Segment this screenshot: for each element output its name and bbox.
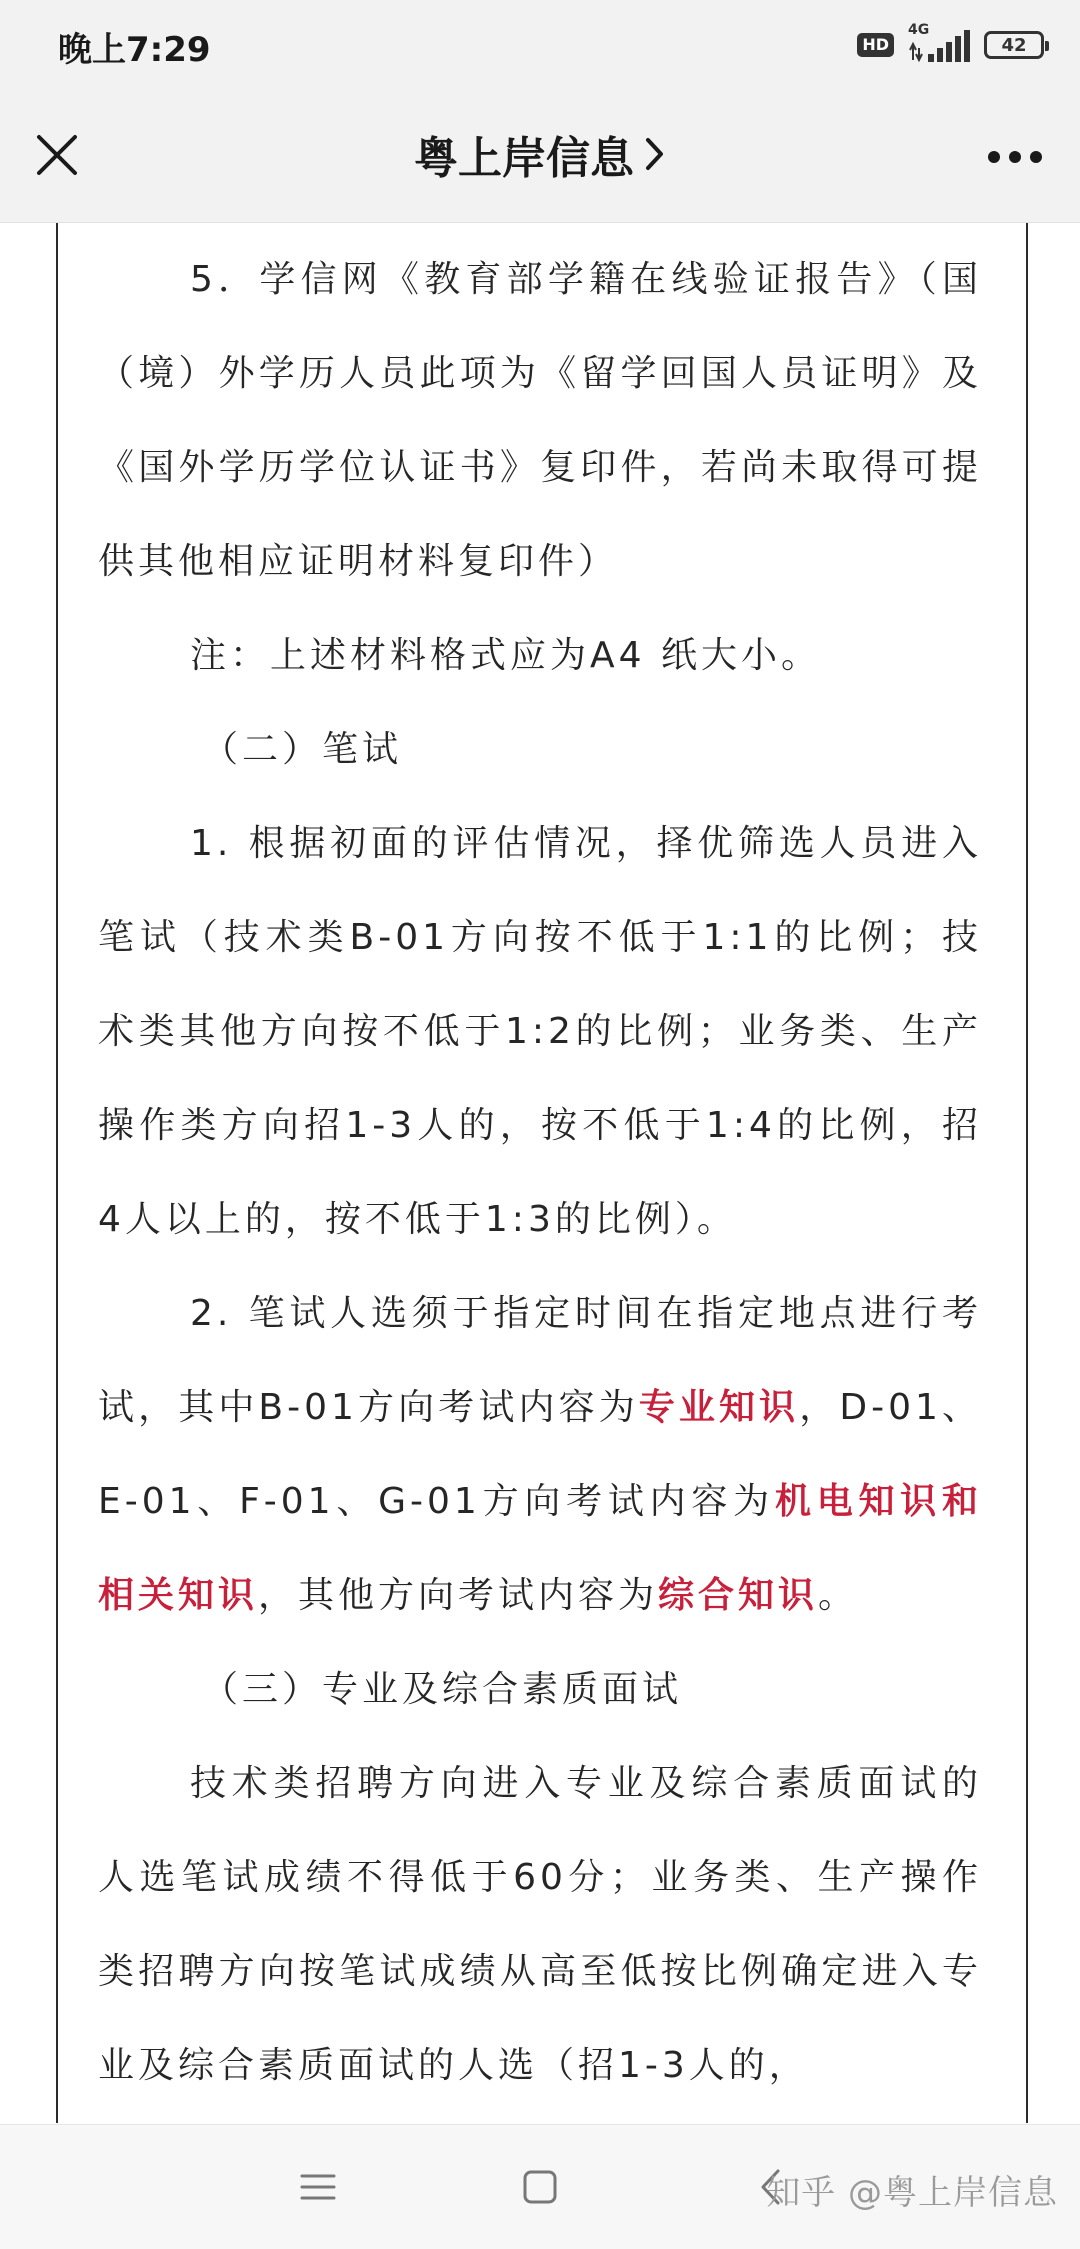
page-title: 粤上岸信息	[414, 133, 634, 184]
exam-2-text-c: ，其他方向考试内容为	[258, 1575, 659, 1616]
system-nav-bar	[0, 2124, 1080, 2249]
menu-button[interactable]	[288, 2157, 348, 2217]
battery-level: 42	[1001, 34, 1027, 56]
more-icon	[987, 150, 1043, 164]
account-title-link[interactable]	[414, 122, 666, 186]
right-border-line	[1026, 223, 1028, 2123]
article-body	[98, 233, 982, 2113]
status-icons	[857, 22, 1044, 64]
exam-2-text-d: 。	[818, 1575, 859, 1616]
left-border-line	[56, 223, 58, 2123]
home-button[interactable]	[510, 2157, 570, 2217]
battery-icon	[984, 31, 1044, 59]
chevron-right-icon	[644, 136, 666, 172]
article-content[interactable]	[0, 223, 1080, 2123]
exam-2-text-a: 2. 笔试人选须于指定时间在指定地点进行考试，其中B-01方向考试内容为	[98, 1293, 982, 1428]
menu-icon	[300, 2172, 336, 2202]
paragraph-exam-2	[98, 1267, 982, 1643]
exam-2-text-b: ，D-01、E-01、F-01、G-01方向考试内容为	[98, 1387, 982, 1522]
paragraph-note: 注：上述材料格式应为A4 纸大小。	[190, 635, 821, 676]
status-time: 晚上7:29	[58, 30, 211, 70]
paragraph-interview: 技术类招聘方向进入专业及综合素质面试的人选笔试成绩不得低于60分；业务类、生产操作类招聘方向按笔试成绩从高至低按比例确定进入专业及综合素质面试的人选（招1-3人的，	[98, 1763, 982, 2086]
heading-interview: （三）专业及综合素质面试	[202, 1669, 683, 1710]
home-icon	[522, 2169, 558, 2205]
highlight-professional-knowledge: 专业知识	[638, 1387, 800, 1428]
network-type: 4G	[908, 22, 930, 38]
title-bar	[0, 92, 1080, 223]
highlight-mechatronics-knowledge: 机电知识和相关知识	[98, 1481, 982, 1616]
zhihu-watermark: 知乎 @粤上岸信息	[766, 2173, 1058, 2213]
paragraph-exam-1: 1. 根据初面的评估情况，择优筛选人员进入笔试（技术类B-01方向按不低于1:1的比例；技术类其他方向按不低于1:2的比例；业务类、生产操作类方向招1-3人的，按不低于1:4的比例，招4人以上的，按不低于1:3的比例）。	[98, 823, 982, 1240]
hd-badge: HD	[857, 33, 894, 57]
more-button[interactable]	[980, 122, 1050, 192]
status-bar	[0, 0, 1080, 92]
highlight-general-knowledge: 综合知识	[658, 1575, 819, 1616]
signal-icon	[908, 22, 970, 64]
paragraph-materials-5: 5．学信网《教育部学籍在线验证报告》（国（境）外学历人员此项为《留学回国人员证明》及《国外学历学位认证书》复印件，若尚未取得可提供其他相应证明材料复印件）	[98, 259, 982, 582]
heading-written-exam: （二）笔试	[202, 729, 403, 770]
